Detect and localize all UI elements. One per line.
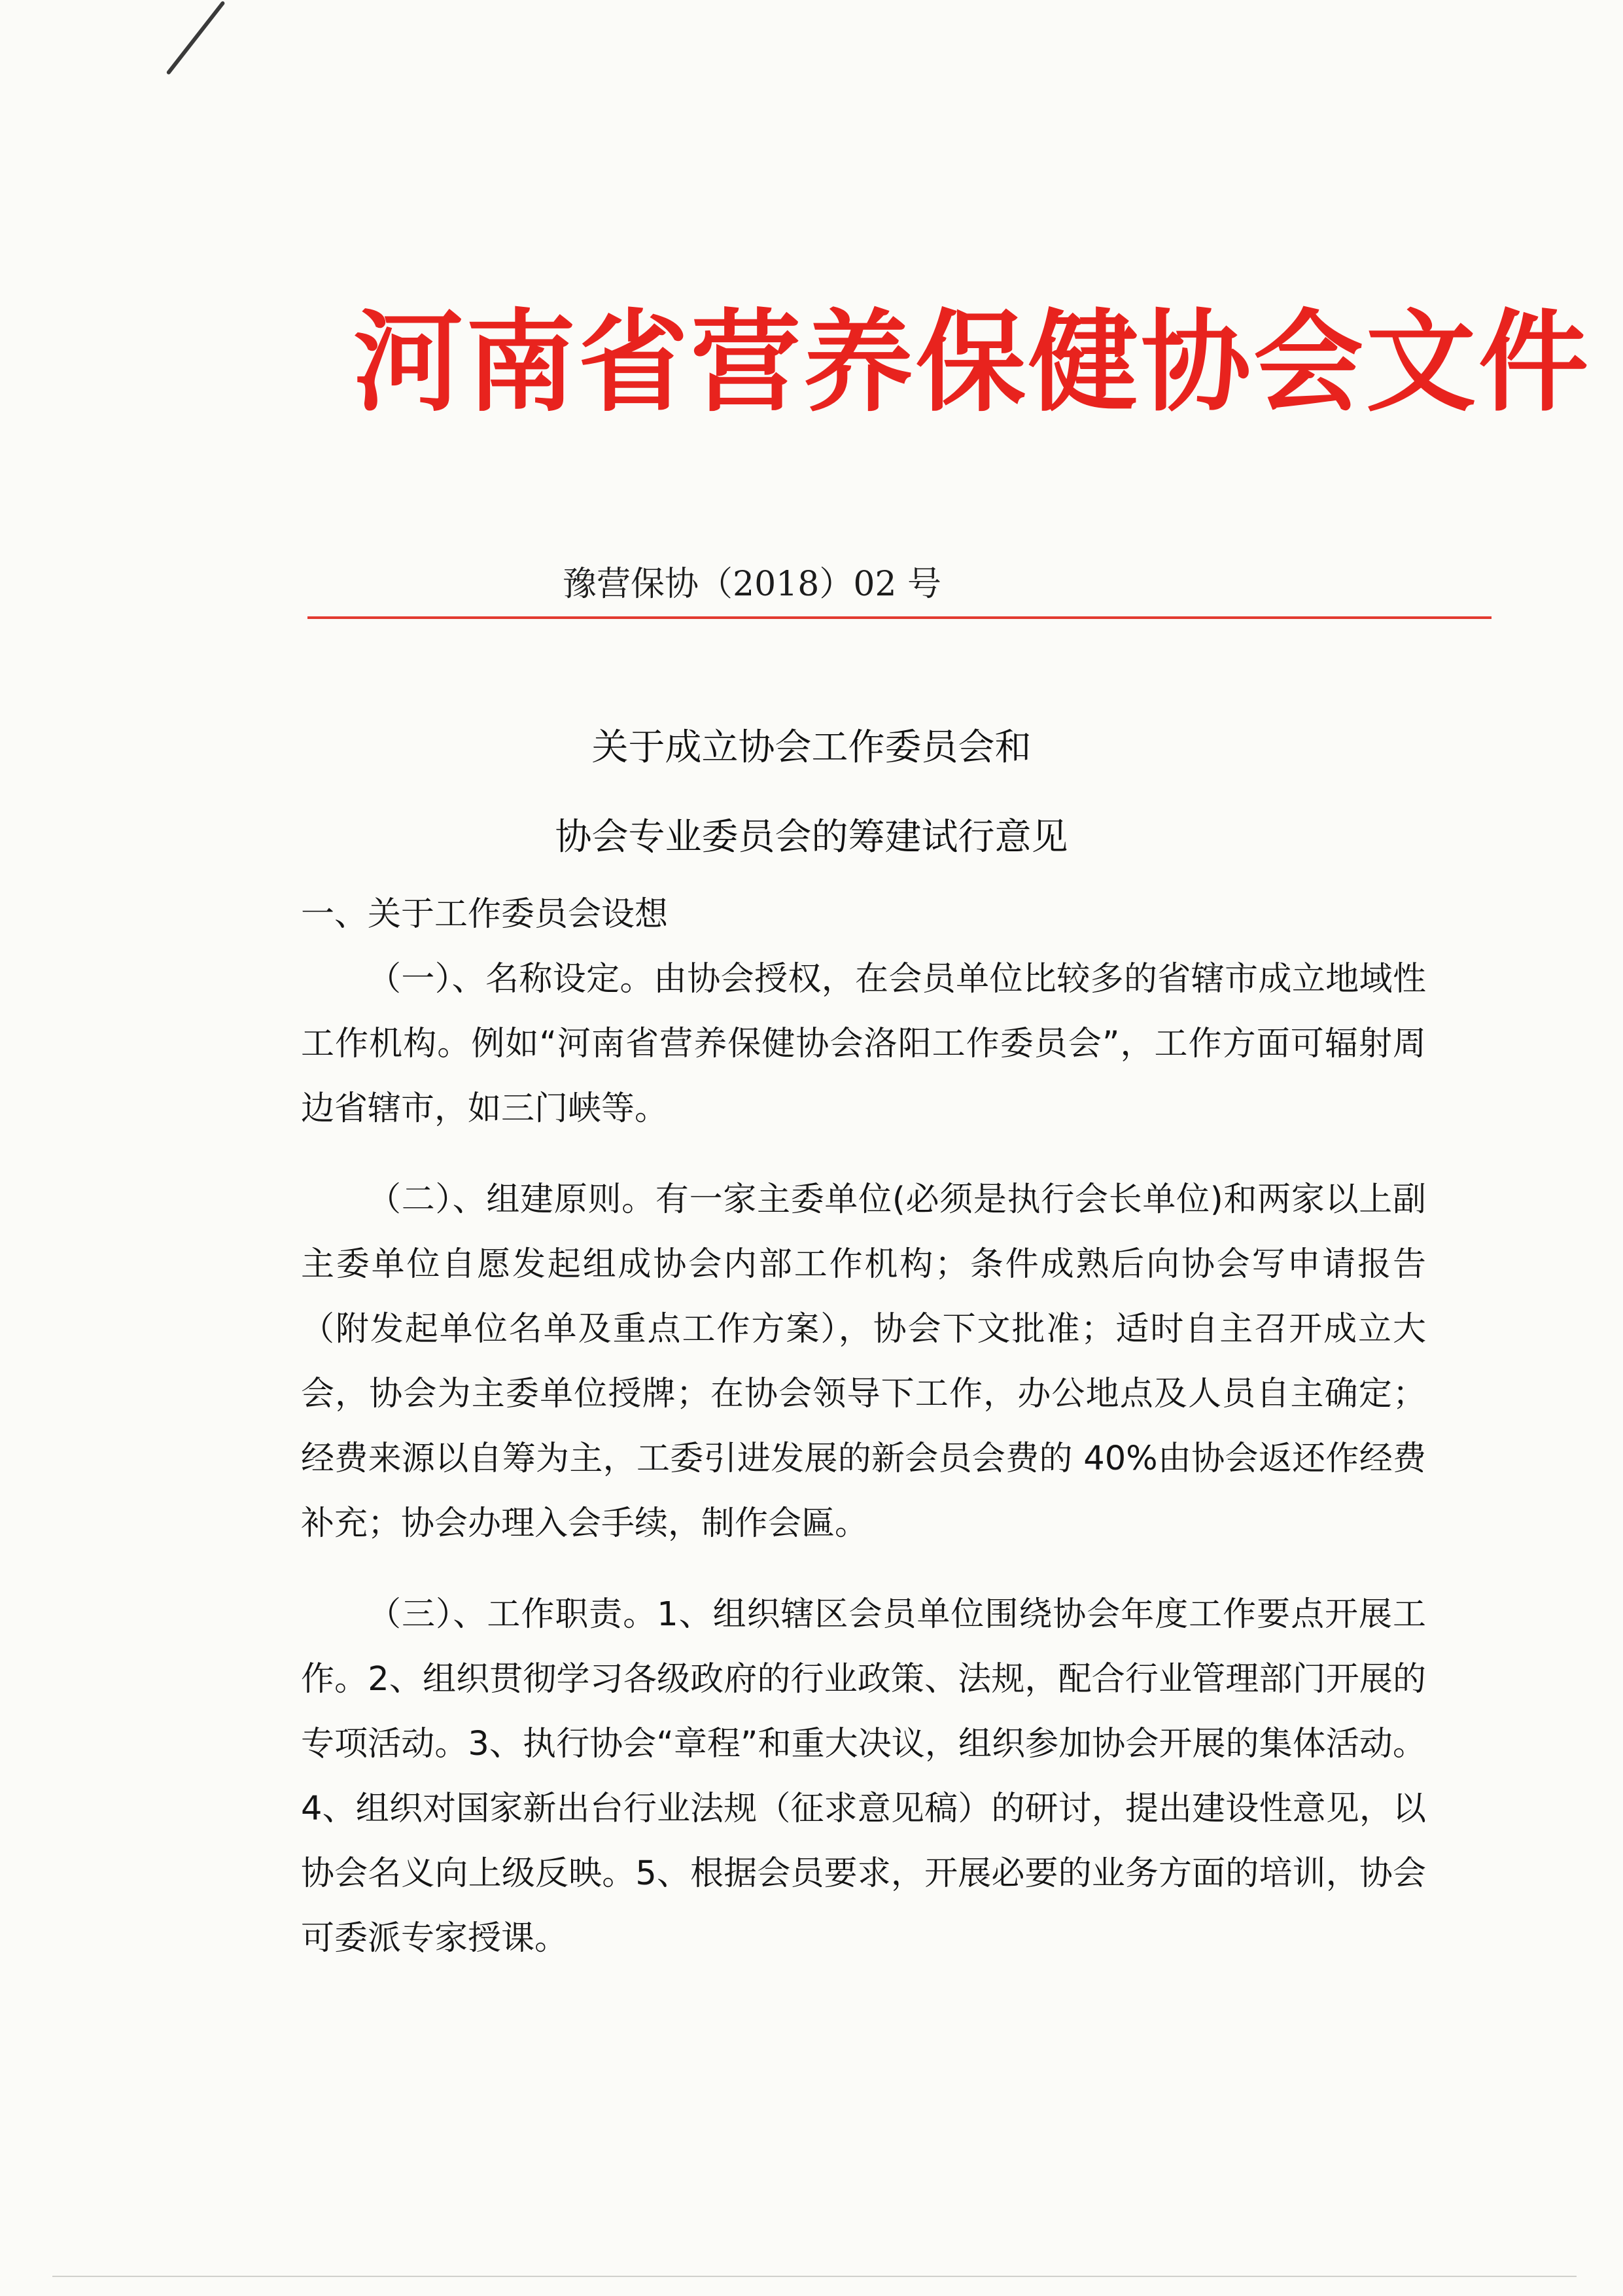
section-heading: 一、关于工作委员会设想 bbox=[301, 895, 669, 934]
document-header-title: 河南省营养保健协会文件 bbox=[353, 298, 1591, 427]
paragraph-work-duties: （三）、工作职责。1、组织辖区会员单位围绕协会年度工作要点开展工作。2、组织贯彻学习各级政府的行业政策、法规，配合行业管理部门开展的专项活动。3、执行协会“章程”和重大决议，组织参加协会开展的集体活动。4、组织对国家新出台行业法规（征求意见稿）的研讨，提出建设性意见，以协会名义向上级反映。5、根据会员要求，开展必要的业务方面的培训，协会可委派专家授课。 bbox=[301, 1595, 1426, 1958]
paragraph-formation-principle: （二）、组建原则。有一家主委单位(必须是执行会长单位)和两家以上副主委单位自愿发起组成协会内部工作机构；条件成熟后向协会写申请报告（附发起单位名单及重点工作方案），协会下文批准；适时自主召开成立大会，协会为主委单位授牌；在协会领导下工作，办公地点及人员自主确定；经费来源以自筹为主，工委引进发展的新会员会费的 40%由协会返还作经费补充；协会办理入会手续，制作会匾。 bbox=[301, 1180, 1426, 1543]
scan-mark bbox=[166, 1, 226, 75]
document-number: 豫营保协（2018）02 号 bbox=[563, 565, 942, 604]
document-title-line-2: 协会专业委员会的筹建试行意见 bbox=[555, 816, 1068, 858]
scan-edge-line bbox=[52, 2276, 1577, 2277]
document-title-line-1: 关于成立协会工作委员会和 bbox=[591, 726, 1032, 769]
document-body bbox=[301, 882, 1426, 1997]
header-divider bbox=[307, 616, 1492, 619]
paragraph-name-setting: （一）、名称设定。由协会授权，在会员单位比较多的省辖市成立地域性工作机构。例如“河南省营养保健协会洛阳工作委员会”，工作方面可辐射周边省辖市，如三门峡等。 bbox=[301, 960, 1426, 1128]
